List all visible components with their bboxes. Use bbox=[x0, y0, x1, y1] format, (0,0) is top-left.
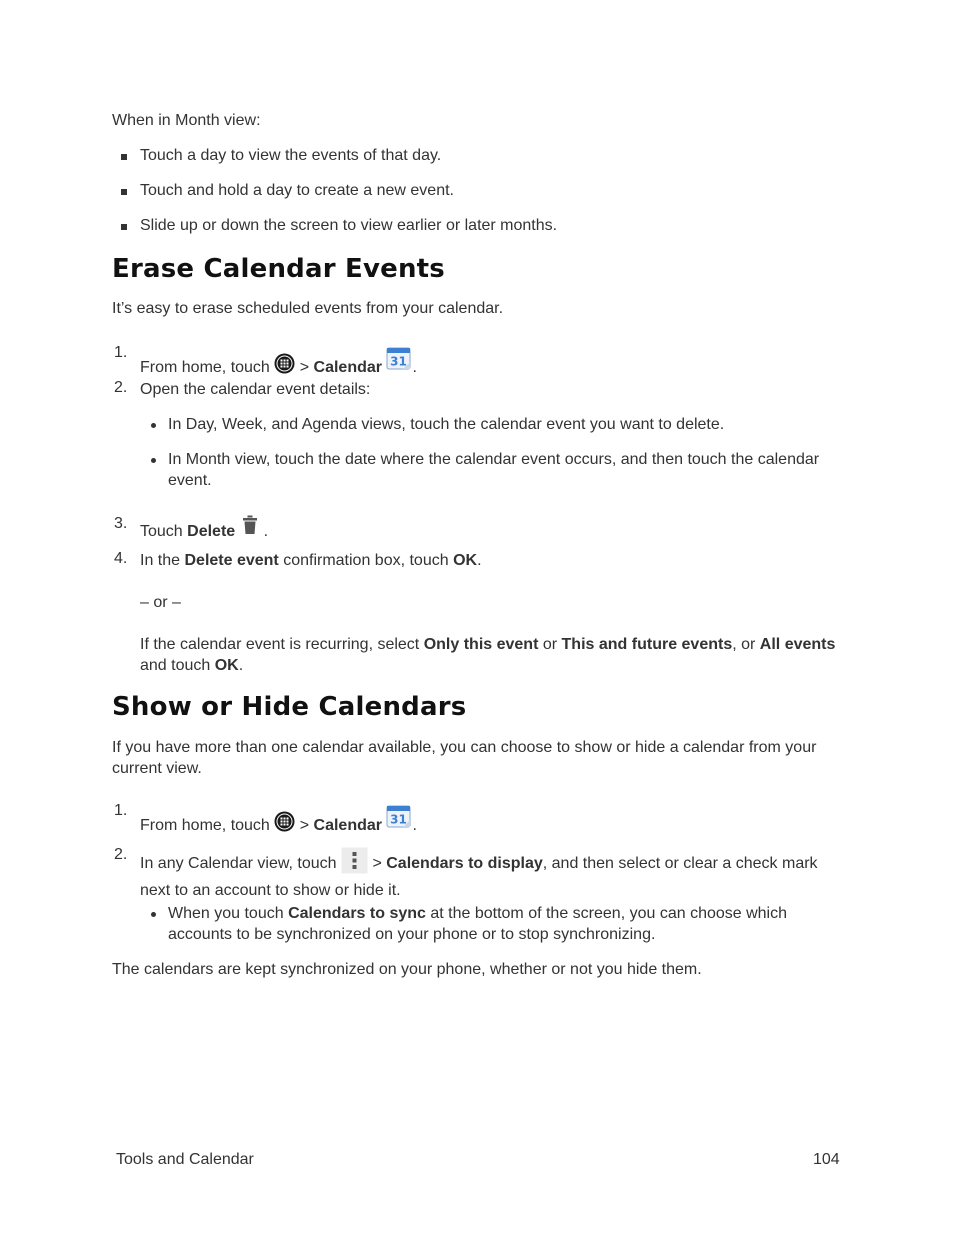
erase-sub-bullet-1: In Day, Week, and Agenda views, touch the calendar event you want to delete. bbox=[168, 416, 725, 433]
menu-dots-icon bbox=[341, 847, 368, 880]
step-number: 1. bbox=[114, 344, 128, 361]
square-bullet bbox=[121, 189, 127, 195]
month-bullet-2: Touch and hold a day to create a new event. bbox=[140, 182, 454, 199]
square-bullet bbox=[121, 224, 127, 230]
apps-icon bbox=[274, 353, 295, 380]
show-hide-intro: If you have more than one calendar available, you can choose to show or hide a calendar from your current view. bbox=[112, 739, 817, 777]
erase-step-4: In the Delete event confirmation box, touch OK. bbox=[140, 552, 482, 569]
show-hide-closing: The calendars are kept synchronized on your phone, whether or not you hide them. bbox=[112, 961, 702, 978]
footer-page-number: 104 bbox=[813, 1151, 840, 1168]
or-separator: – or – bbox=[140, 594, 181, 611]
dot-bullet bbox=[151, 458, 156, 463]
dot-bullet bbox=[151, 912, 156, 917]
show-step-1: From home, touch > Calendar 31 . bbox=[140, 802, 845, 838]
svg-text:31: 31 bbox=[390, 354, 408, 369]
step-number: 1. bbox=[114, 802, 128, 819]
erase-step-3: Touch Delete . bbox=[140, 515, 845, 542]
month-bullet-3: Slide up or down the screen to view earlier or later months. bbox=[140, 217, 558, 234]
erase-step-1: From home, touch > Calendar 31 . bbox=[140, 344, 845, 380]
show-sub-bullet: When you touch Calendars to sync at the bottom of the screen, you can choose which accounts to be synchronized on your phone or to stop synchronizing. bbox=[168, 905, 788, 943]
show-hide-heading: Show or Hide Calendars bbox=[112, 692, 467, 722]
dot-bullet bbox=[151, 423, 156, 428]
month-bullet-1: Touch a day to view the events of that day. bbox=[140, 147, 442, 164]
erase-recurring-note: If the calendar event is recurring, select Only this event or This and future events, or All events and touch OK. bbox=[140, 636, 836, 674]
footer-section-title: Tools and Calendar bbox=[116, 1151, 254, 1168]
show-step-2: In any Calendar view, touch > Calendars to display, and then select or clear a check mark next to an account to show or hide it. bbox=[140, 847, 845, 901]
svg-text:31: 31 bbox=[390, 812, 408, 827]
step-number: 2. bbox=[114, 379, 128, 396]
step-number: 3. bbox=[114, 515, 128, 532]
apps-icon bbox=[274, 811, 295, 838]
step-number: 2. bbox=[114, 846, 128, 863]
step-number: 4. bbox=[114, 550, 128, 567]
erase-step-2: Open the calendar event details: bbox=[140, 381, 371, 398]
square-bullet bbox=[121, 154, 127, 160]
erase-intro: It’s easy to erase scheduled events from your calendar. bbox=[112, 300, 504, 317]
trash-icon bbox=[242, 515, 258, 541]
erase-sub-bullet-2: In Month view, touch the date where the calendar event occurs, and then touch the calendar event. bbox=[168, 451, 820, 489]
calendar-app-icon bbox=[386, 344, 412, 376]
month-view-intro: When in Month view: bbox=[112, 112, 261, 129]
calendar-app-icon bbox=[386, 802, 412, 834]
erase-heading: Erase Calendar Events bbox=[112, 254, 445, 284]
